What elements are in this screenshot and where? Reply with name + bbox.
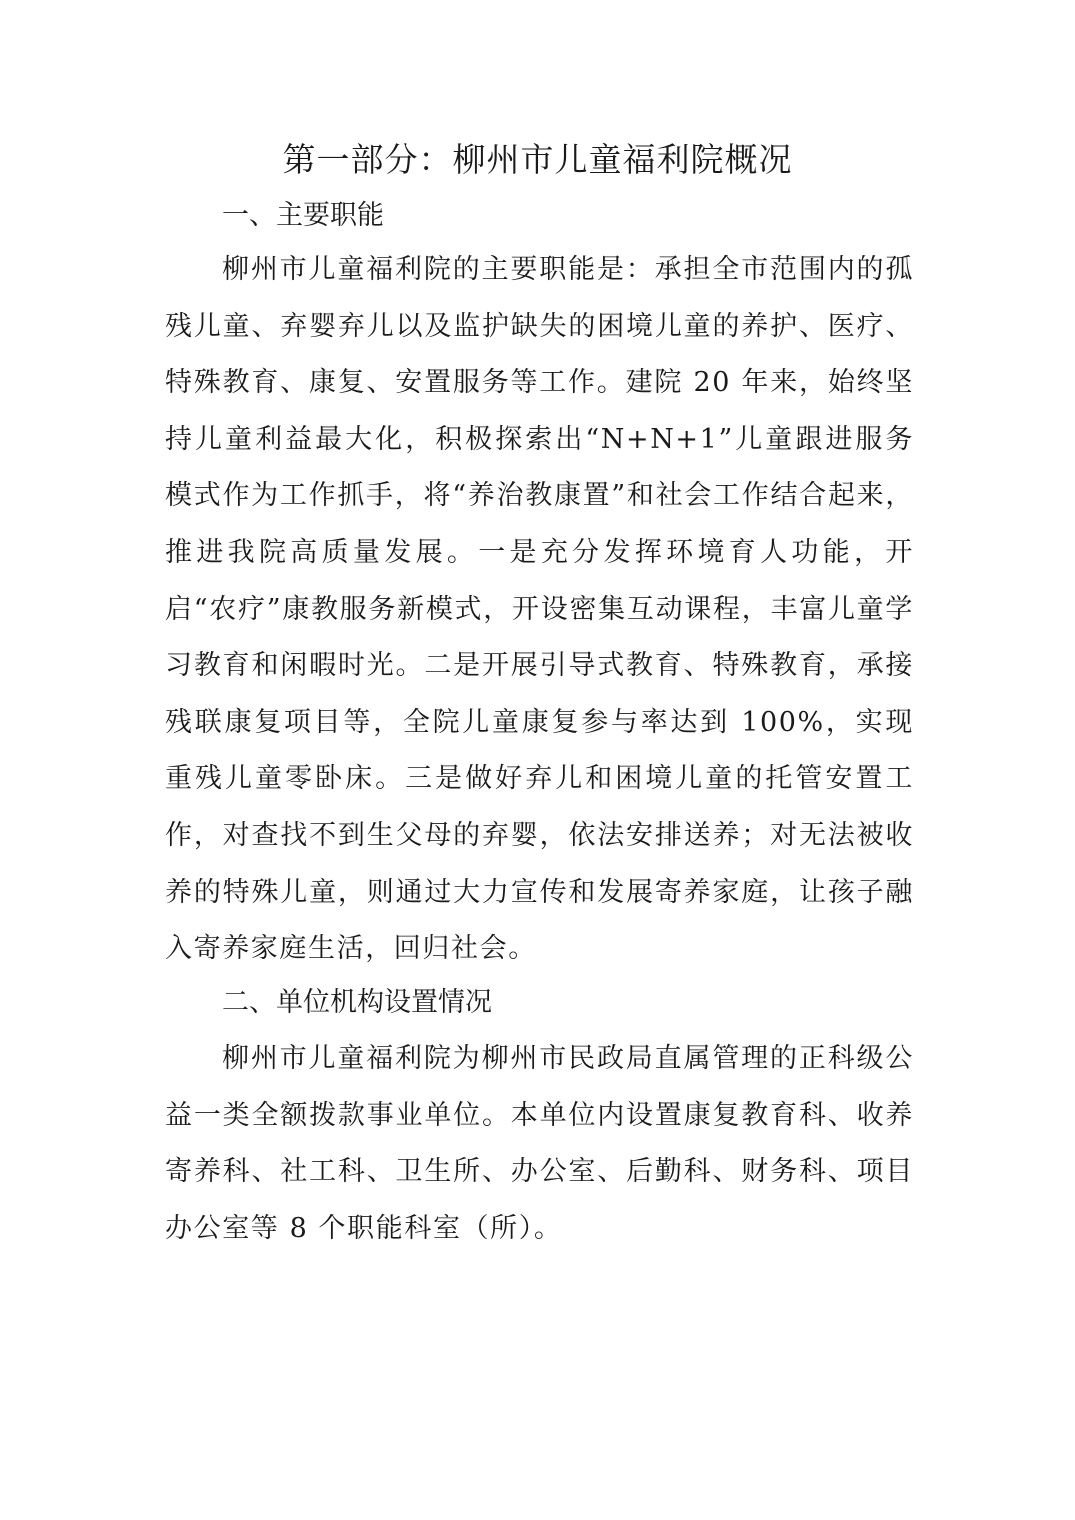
page-title: 第一部分：柳州市儿童福利院概况	[282, 140, 793, 179]
section-heading-organization: 二、单位机构设置情况	[222, 987, 492, 1018]
section-heading-main-functions: 一、主要职能	[222, 200, 384, 231]
section-paragraph-main-functions: 柳州市儿童福利院的主要职能是：承担全市范围内的孤残儿童、弃婴弃儿以及监护缺失的困境儿童的养护、医疗、特殊教育、康复、安置服务等工作。建院 20 年来，始终坚持儿童利益最大化，积极探索出“N+N+1”儿童跟进服务模式作为工作抓手，将“养治教康置”和社会工作结合起来，推进我院高质量发展。一是充分发挥环境育人功能，开启“农疗”康教服务新模式，开设密集互动课程，丰富儿童学习教育和闲暇时光。二是开展引导式教育、特殊教育，承接残联康复项目等，全院儿童康复参与率达到 100%，实现重残儿童零卧床。三是做好弃儿和困境儿童的托管安置工作，对查找不到生父母的弃婴，依法安排送养；对无法被收养的特殊儿童，则通过大力宣传和发展寄养家庭，让孩子融入寄养家庭生活，回归社会。	[165, 254, 914, 965]
section-paragraph-organization: 柳州市儿童福利院为柳州市民政局直属管理的正科级公益一类全额拨款事业单位。本单位内设置康复教育科、收养寄养科、社工科、卫生所、办公室、后勤科、财务科、项目办公室等 8 个职能科室（所）。	[165, 1043, 914, 1244]
